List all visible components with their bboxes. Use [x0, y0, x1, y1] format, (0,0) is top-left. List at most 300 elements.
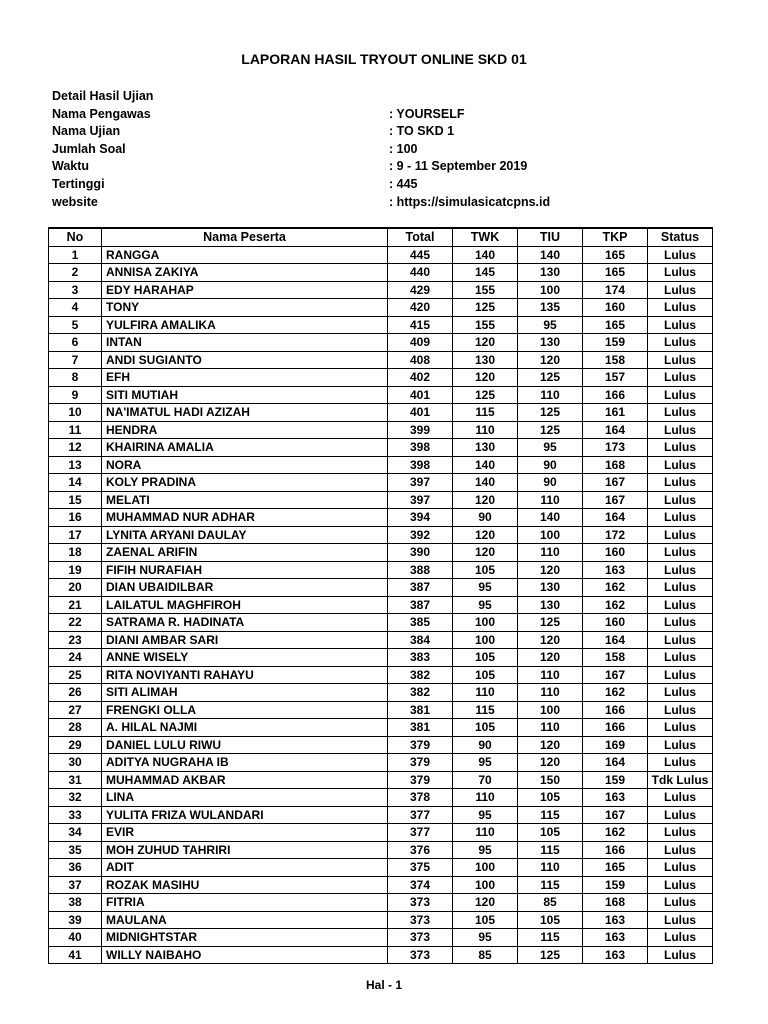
cell-total: 373	[388, 929, 453, 947]
cell-total: 382	[388, 666, 453, 684]
cell-tkp: 162	[583, 596, 648, 614]
cell-twk: 100	[453, 631, 518, 649]
detail-row	[52, 141, 652, 159]
cell-no: 39	[49, 911, 102, 929]
cell-total: 398	[388, 456, 453, 474]
cell-twk: 105	[453, 911, 518, 929]
cell-status: Lulus	[648, 264, 713, 282]
table-row	[49, 474, 713, 492]
table-row	[49, 491, 713, 509]
cell-twk: 100	[453, 876, 518, 894]
cell-twk: 105	[453, 649, 518, 667]
cell-twk: 100	[453, 614, 518, 632]
cell-twk: 110	[453, 789, 518, 807]
cell-twk: 120	[453, 334, 518, 352]
table-row	[49, 281, 713, 299]
cell-twk: 120	[453, 526, 518, 544]
detail-row	[52, 106, 652, 124]
cell-total: 387	[388, 579, 453, 597]
cell-nama-peserta: ANNE WISELY	[102, 649, 388, 667]
cell-total: 398	[388, 439, 453, 457]
cell-tiu: 120	[518, 351, 583, 369]
detail-value: : 100	[389, 141, 418, 156]
cell-tkp: 159	[583, 876, 648, 894]
cell-tkp: 167	[583, 666, 648, 684]
cell-total: 420	[388, 299, 453, 317]
cell-status: Lulus	[648, 754, 713, 772]
table-row	[49, 579, 713, 597]
detail-label: Jumlah Soal	[52, 141, 126, 156]
cell-nama-peserta: NORA	[102, 456, 388, 474]
cell-total: 373	[388, 946, 453, 964]
cell-nama-peserta: LINA	[102, 789, 388, 807]
cell-no: 16	[49, 509, 102, 527]
table-row	[49, 754, 713, 772]
table-row	[49, 841, 713, 859]
table-row	[49, 369, 713, 387]
cell-tiu: 150	[518, 771, 583, 789]
cell-no: 9	[49, 386, 102, 404]
cell-twk: 140	[453, 246, 518, 264]
cell-nama-peserta: KHAIRINA AMALIA	[102, 439, 388, 457]
cell-tiu: 140	[518, 246, 583, 264]
cell-total: 376	[388, 841, 453, 859]
cell-tkp: 163	[583, 561, 648, 579]
cell-no: 30	[49, 754, 102, 772]
cell-status: Lulus	[648, 824, 713, 842]
cell-tiu: 120	[518, 754, 583, 772]
cell-twk: 95	[453, 579, 518, 597]
cell-status: Lulus	[648, 649, 713, 667]
cell-tiu: 130	[518, 334, 583, 352]
cell-no: 33	[49, 806, 102, 824]
table-row	[49, 614, 713, 632]
cell-tkp: 172	[583, 526, 648, 544]
page-number: Hal - 1	[365, 978, 402, 992]
cell-tiu: 100	[518, 281, 583, 299]
cell-twk: 95	[453, 929, 518, 947]
cell-tkp: 167	[583, 491, 648, 509]
cell-tkp: 173	[583, 439, 648, 457]
cell-status: Lulus	[648, 334, 713, 352]
cell-no: 6	[49, 334, 102, 352]
table-row	[49, 561, 713, 579]
table-row	[49, 631, 713, 649]
cell-total: 392	[388, 526, 453, 544]
cell-total: 379	[388, 771, 453, 789]
cell-status: Lulus	[648, 456, 713, 474]
cell-no: 36	[49, 859, 102, 877]
cell-no: 26	[49, 684, 102, 702]
cell-twk: 110	[453, 421, 518, 439]
cell-status: Lulus	[648, 841, 713, 859]
cell-status: Lulus	[648, 351, 713, 369]
cell-total: 379	[388, 754, 453, 772]
cell-no: 41	[49, 946, 102, 964]
cell-status: Lulus	[648, 246, 713, 264]
table-row	[49, 439, 713, 457]
cell-no: 32	[49, 789, 102, 807]
cell-tkp: 158	[583, 649, 648, 667]
cell-tiu: 125	[518, 369, 583, 387]
table-row	[49, 666, 713, 684]
cell-total: 387	[388, 596, 453, 614]
cell-no: 14	[49, 474, 102, 492]
cell-total: 409	[388, 334, 453, 352]
cell-twk: 130	[453, 439, 518, 457]
cell-tiu: 125	[518, 946, 583, 964]
cell-twk: 95	[453, 754, 518, 772]
cell-nama-peserta: SITI MUTIAH	[102, 386, 388, 404]
cell-no: 8	[49, 369, 102, 387]
cell-total: 377	[388, 806, 453, 824]
detail-label: Waktu	[52, 159, 90, 174]
cell-no: 40	[49, 929, 102, 947]
cell-tiu: 110	[518, 719, 583, 737]
cell-tiu: 130	[518, 264, 583, 282]
cell-tkp: 160	[583, 614, 648, 632]
detail-value: : YOURSELF	[389, 106, 465, 121]
cell-no: 38	[49, 894, 102, 912]
cell-total: 399	[388, 421, 453, 439]
cell-status: Lulus	[648, 614, 713, 632]
cell-nama-peserta: WILLY NAIBAHO	[102, 946, 388, 964]
cell-twk: 125	[453, 299, 518, 317]
cell-twk: 120	[453, 544, 518, 562]
cell-total: 402	[388, 369, 453, 387]
cell-tkp: 163	[583, 929, 648, 947]
cell-tkp: 162	[583, 684, 648, 702]
cell-total: 388	[388, 561, 453, 579]
cell-tiu: 140	[518, 509, 583, 527]
table-row	[49, 929, 713, 947]
cell-nama-peserta: ADITYA NUGRAHA IB	[102, 754, 388, 772]
cell-status: Lulus	[648, 806, 713, 824]
cell-status: Lulus	[648, 701, 713, 719]
cell-tiu: 120	[518, 561, 583, 579]
cell-tkp: 160	[583, 544, 648, 562]
cell-status: Lulus	[648, 789, 713, 807]
cell-total: 382	[388, 684, 453, 702]
cell-tkp: 159	[583, 334, 648, 352]
cell-status: Lulus	[648, 316, 713, 334]
cell-total: 379	[388, 736, 453, 754]
table-row	[49, 509, 713, 527]
cell-tkp: 164	[583, 421, 648, 439]
cell-status: Lulus	[648, 684, 713, 702]
cell-total: 374	[388, 876, 453, 894]
cell-status: Lulus	[648, 666, 713, 684]
cell-total: 397	[388, 491, 453, 509]
cell-total: 385	[388, 614, 453, 632]
table-row	[49, 859, 713, 877]
detail-row	[52, 158, 652, 176]
table-header-row	[49, 228, 713, 246]
cell-tiu: 110	[518, 859, 583, 877]
cell-tkp: 166	[583, 719, 648, 737]
cell-tiu: 85	[518, 894, 583, 912]
cell-status: Lulus	[648, 929, 713, 947]
detail-rows	[52, 106, 652, 212]
cell-tiu: 110	[518, 386, 583, 404]
cell-tkp: 167	[583, 806, 648, 824]
cell-tkp: 168	[583, 894, 648, 912]
cell-tiu: 95	[518, 316, 583, 334]
header-tkp: TKP	[583, 228, 648, 246]
table-row	[49, 719, 713, 737]
cell-twk: 110	[453, 824, 518, 842]
cell-nama-peserta: RITA NOVIYANTI RAHAYU	[102, 666, 388, 684]
cell-no: 1	[49, 246, 102, 264]
cell-status: Lulus	[648, 369, 713, 387]
table-row	[49, 771, 713, 789]
cell-total: 408	[388, 351, 453, 369]
cell-nama-peserta: EDY HARAHAP	[102, 281, 388, 299]
cell-nama-peserta: MAULANA	[102, 911, 388, 929]
cell-no: 29	[49, 736, 102, 754]
cell-nama-peserta: KOLY PRADINA	[102, 474, 388, 492]
cell-tiu: 120	[518, 736, 583, 754]
detail-value: : 9 - 11 September 2019	[389, 159, 528, 174]
cell-tkp: 167	[583, 474, 648, 492]
detail-value: : TO SKD 1	[389, 124, 455, 139]
cell-twk: 95	[453, 841, 518, 859]
cell-twk: 85	[453, 946, 518, 964]
cell-twk: 155	[453, 316, 518, 334]
cell-no: 37	[49, 876, 102, 894]
cell-tkp: 165	[583, 859, 648, 877]
cell-no: 7	[49, 351, 102, 369]
cell-status: Lulus	[648, 859, 713, 877]
cell-no: 5	[49, 316, 102, 334]
cell-total: 445	[388, 246, 453, 264]
detail-heading: Detail Hasil Ujian	[52, 89, 154, 103]
cell-tkp: 162	[583, 824, 648, 842]
cell-nama-peserta: LYNITA ARYANI DAULAY	[102, 526, 388, 544]
cell-tiu: 110	[518, 666, 583, 684]
cell-tkp: 162	[583, 579, 648, 597]
cell-nama-peserta: INTAN	[102, 334, 388, 352]
cell-nama-peserta: DANIEL LULU RIWU	[102, 736, 388, 754]
detail-label: Nama Pengawas	[52, 106, 151, 121]
cell-total: 390	[388, 544, 453, 562]
cell-tkp: 166	[583, 701, 648, 719]
cell-twk: 70	[453, 771, 518, 789]
cell-total: 415	[388, 316, 453, 334]
cell-nama-peserta: YULITA FRIZA WULANDARI	[102, 806, 388, 824]
cell-status: Tdk Lulus	[648, 771, 713, 789]
cell-nama-peserta: MIDNIGHTSTAR	[102, 929, 388, 947]
cell-twk: 140	[453, 474, 518, 492]
cell-tkp: 163	[583, 946, 648, 964]
cell-no: 11	[49, 421, 102, 439]
cell-twk: 120	[453, 369, 518, 387]
cell-twk: 155	[453, 281, 518, 299]
cell-tiu: 90	[518, 456, 583, 474]
table-row	[49, 596, 713, 614]
cell-total: 375	[388, 859, 453, 877]
cell-tiu: 120	[518, 631, 583, 649]
cell-nama-peserta: MUHAMMAD NUR ADHAR	[102, 509, 388, 527]
cell-tiu: 125	[518, 404, 583, 422]
cell-nama-peserta: LAILATUL MAGHFIROH	[102, 596, 388, 614]
cell-no: 24	[49, 649, 102, 667]
cell-no: 19	[49, 561, 102, 579]
cell-status: Lulus	[648, 544, 713, 562]
cell-tkp: 164	[583, 754, 648, 772]
cell-tiu: 125	[518, 421, 583, 439]
cell-no: 23	[49, 631, 102, 649]
cell-tkp: 165	[583, 246, 648, 264]
cell-no: 12	[49, 439, 102, 457]
cell-twk: 105	[453, 719, 518, 737]
cell-total: 397	[388, 474, 453, 492]
cell-total: 381	[388, 701, 453, 719]
cell-status: Lulus	[648, 474, 713, 492]
cell-twk: 95	[453, 596, 518, 614]
cell-total: 378	[388, 789, 453, 807]
cell-nama-peserta: DIANI AMBAR SARI	[102, 631, 388, 649]
cell-tiu: 100	[518, 526, 583, 544]
detail-row	[52, 176, 652, 194]
cell-tiu: 105	[518, 824, 583, 842]
cell-nama-peserta: ANDI SUGIANTO	[102, 351, 388, 369]
cell-status: Lulus	[648, 876, 713, 894]
cell-tkp: 165	[583, 316, 648, 334]
cell-nama-peserta: NA'IMATUL HADI AZIZAH	[102, 404, 388, 422]
cell-tkp: 169	[583, 736, 648, 754]
cell-tkp: 157	[583, 369, 648, 387]
report-title: LAPORAN HASIL TRYOUT ONLINE SKD 01	[241, 51, 527, 67]
cell-tkp: 161	[583, 404, 648, 422]
cell-no: 3	[49, 281, 102, 299]
table-row	[49, 806, 713, 824]
header-tiu: TIU	[518, 228, 583, 246]
cell-tkp: 163	[583, 789, 648, 807]
cell-tkp: 163	[583, 911, 648, 929]
table-row	[49, 404, 713, 422]
cell-status: Lulus	[648, 299, 713, 317]
cell-tiu: 110	[518, 684, 583, 702]
cell-tkp: 164	[583, 631, 648, 649]
cell-tkp: 160	[583, 299, 648, 317]
cell-total: 429	[388, 281, 453, 299]
header-twk: TWK	[453, 228, 518, 246]
cell-tiu: 110	[518, 491, 583, 509]
cell-tkp: 165	[583, 264, 648, 282]
cell-status: Lulus	[648, 281, 713, 299]
cell-total: 381	[388, 719, 453, 737]
cell-tkp: 164	[583, 509, 648, 527]
cell-nama-peserta: SITI ALIMAH	[102, 684, 388, 702]
table-row	[49, 526, 713, 544]
cell-status: Lulus	[648, 736, 713, 754]
cell-nama-peserta: A. HILAL NAJMI	[102, 719, 388, 737]
cell-twk: 140	[453, 456, 518, 474]
cell-no: 28	[49, 719, 102, 737]
cell-twk: 90	[453, 736, 518, 754]
table-row	[49, 894, 713, 912]
cell-no: 31	[49, 771, 102, 789]
cell-total: 440	[388, 264, 453, 282]
table-row	[49, 246, 713, 264]
table-row	[49, 736, 713, 754]
cell-no: 15	[49, 491, 102, 509]
cell-total: 394	[388, 509, 453, 527]
cell-tiu: 110	[518, 544, 583, 562]
cell-tkp: 159	[583, 771, 648, 789]
header-status: Status	[648, 228, 713, 246]
cell-no: 35	[49, 841, 102, 859]
table-row	[49, 649, 713, 667]
table-row	[49, 264, 713, 282]
cell-nama-peserta: SATRAMA R. HADINATA	[102, 614, 388, 632]
cell-tiu: 120	[518, 649, 583, 667]
cell-no: 10	[49, 404, 102, 422]
cell-total: 373	[388, 894, 453, 912]
cell-no: 4	[49, 299, 102, 317]
cell-no: 17	[49, 526, 102, 544]
table-row	[49, 876, 713, 894]
cell-no: 20	[49, 579, 102, 597]
cell-twk: 90	[453, 509, 518, 527]
table-row	[49, 911, 713, 929]
table-row	[49, 684, 713, 702]
table-row	[49, 386, 713, 404]
cell-twk: 120	[453, 491, 518, 509]
cell-tiu: 130	[518, 596, 583, 614]
cell-status: Lulus	[648, 439, 713, 457]
cell-tiu: 95	[518, 439, 583, 457]
cell-nama-peserta: HENDRA	[102, 421, 388, 439]
results-body	[49, 246, 713, 964]
cell-tiu: 105	[518, 789, 583, 807]
cell-tiu: 135	[518, 299, 583, 317]
cell-no: 18	[49, 544, 102, 562]
cell-status: Lulus	[648, 404, 713, 422]
detail-label: Tertinggi	[52, 176, 105, 191]
cell-tiu: 115	[518, 929, 583, 947]
cell-nama-peserta: MELATI	[102, 491, 388, 509]
cell-status: Lulus	[648, 596, 713, 614]
cell-twk: 105	[453, 666, 518, 684]
cell-no: 2	[49, 264, 102, 282]
table-row	[49, 299, 713, 317]
cell-tiu: 130	[518, 579, 583, 597]
cell-status: Lulus	[648, 894, 713, 912]
table-row	[49, 334, 713, 352]
cell-status: Lulus	[648, 561, 713, 579]
results-table	[48, 227, 713, 964]
cell-nama-peserta: FITRIA	[102, 894, 388, 912]
cell-twk: 125	[453, 386, 518, 404]
detail-row	[52, 194, 652, 212]
header-nama-peserta: Nama Peserta	[102, 228, 388, 246]
detail-value: : 445	[389, 176, 418, 191]
cell-status: Lulus	[648, 509, 713, 527]
table-row	[49, 824, 713, 842]
table-row	[49, 544, 713, 562]
detail-row	[52, 123, 652, 141]
detail-label: Nama Ujian	[52, 124, 121, 139]
cell-tiu: 115	[518, 806, 583, 824]
cell-total: 373	[388, 911, 453, 929]
cell-no: 25	[49, 666, 102, 684]
detail-value: : https://simulasicatcpns.id	[389, 194, 551, 209]
cell-nama-peserta: FRENGKI OLLA	[102, 701, 388, 719]
cell-no: 34	[49, 824, 102, 842]
table-row	[49, 701, 713, 719]
